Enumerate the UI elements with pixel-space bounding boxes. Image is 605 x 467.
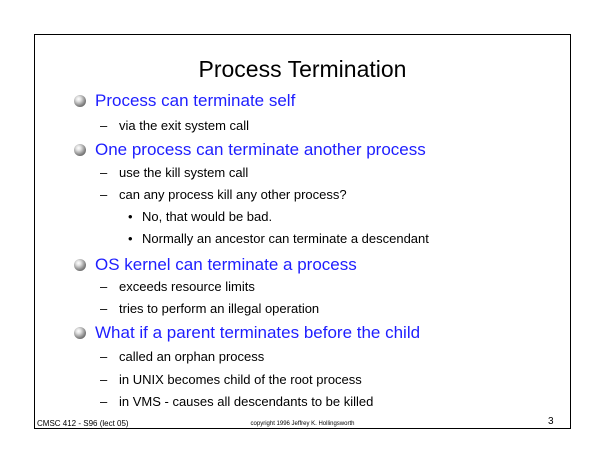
small-dot-icon: •: [128, 231, 133, 246]
dash-icon: –: [100, 118, 108, 133]
bullet-sphere-icon: [74, 144, 86, 156]
dash-icon: –: [100, 187, 108, 202]
sub-bullet-text: can any process kill any other process?: [119, 187, 347, 202]
sub-bullet-text: use the kill system call: [119, 165, 249, 180]
sub-bullet-text: called an orphan process: [119, 349, 265, 364]
footer-course-label: CMSC 412 - S96 (lect 05): [37, 419, 129, 428]
dash-icon: –: [100, 394, 108, 409]
sub-bullet-text: in UNIX becomes child of the root process: [119, 372, 362, 387]
bullet-text: One process can terminate another process: [95, 140, 426, 159]
slide-title: Process Termination: [198, 56, 407, 82]
bullet-sphere-icon: [74, 327, 86, 339]
bullet-sphere-icon: [74, 95, 86, 107]
sub-bullet-text: via the exit system call: [119, 118, 250, 133]
footer-copyright: copyright 1996 Jeffrey K. Hollingsworth: [250, 421, 355, 427]
dash-icon: –: [100, 349, 108, 364]
sub-sub-bullet-text: No, that would be bad.: [142, 209, 273, 224]
sub-bullet-text: tries to perform an illegal operation: [119, 301, 320, 316]
sub-bullet-text: in VMS - causes all descendants to be killed: [119, 394, 374, 409]
bullet-text: Process can terminate self: [95, 91, 296, 110]
small-dot-icon: •: [128, 209, 133, 224]
bullet-text: OS kernel can terminate a process: [95, 255, 357, 274]
sub-sub-bullet-text: Normally an ancestor can terminate a descendant: [142, 231, 429, 246]
sub-bullet-text: exceeds resource limits: [119, 279, 255, 294]
dash-icon: –: [100, 372, 108, 387]
dash-icon: –: [100, 165, 108, 180]
bullet-sphere-icon: [74, 259, 86, 271]
bullet-text: What if a parent terminates before the child: [95, 323, 421, 342]
dash-icon: –: [100, 301, 108, 316]
page-number: 3: [548, 416, 554, 427]
dash-icon: –: [100, 279, 108, 294]
